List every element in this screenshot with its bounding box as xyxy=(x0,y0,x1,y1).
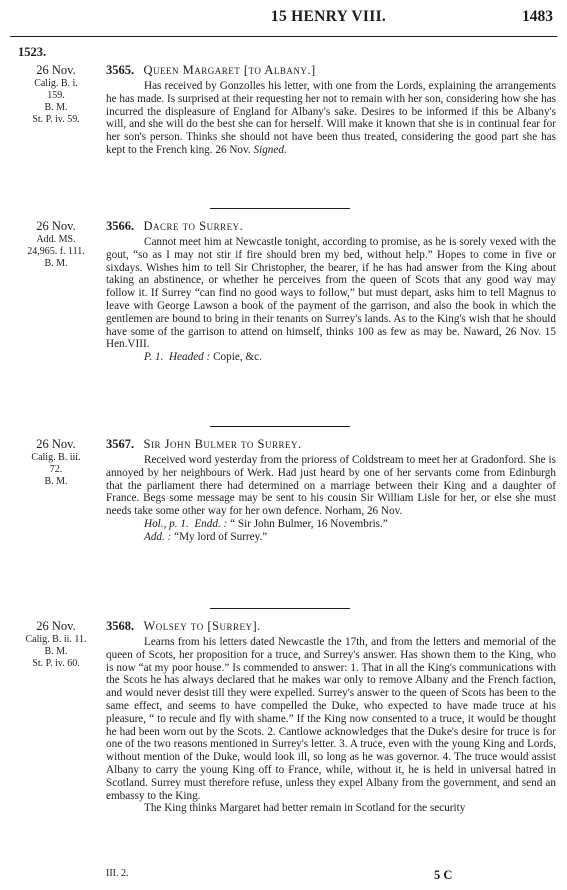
entry-title: Dacre to Surrey. xyxy=(143,219,244,233)
entry-paragraph: Learns from his letters dated Newcastle the 17th, and from the letters and memorial of the queen of Scots, her proposition for a truce, and Surrey's answer. Has shown them to the King, who is now “at my poor house.” Is commended to answer: 1. That in all the King's communications with the Scots he has always declared that he makes war only to remove Albany and the French faction, and would never desist till they were expelled. Surrey's answer to the queen of Scots has been to the same effect, and seems to have compelled the Duke, who expected to have made truce at his pleasure, “ to recule and fly with shame.” If the King now consented to a truce, it would be thought he had been worn out by the Scots. 2. Cantlowe acknowledges that the Duke's desire for truce is for one of the two reasons mentioned in Surrey's letter. 3. A truce, even with the young King and Lords, without mention of the Duke, would look ill, so long as he was governor. 4. The truce would assist Albany to carry the young King off to France, while, without it, he is held in universal hatred in Scotland. Surrey must therefore refuse, unless they expel Albany from the government, and send an embassy to the King. xyxy=(106,636,556,802)
source-ref: 72. xyxy=(49,464,63,475)
signature-mark: III. 2. xyxy=(106,868,129,879)
entry-separator xyxy=(210,208,350,209)
entry-note: Hol., p. 1. Endd. : “ Sir John Bulmer, 16 Novembris.” xyxy=(144,517,388,530)
source-ref: B. M. xyxy=(44,646,68,657)
entry-body xyxy=(106,80,556,157)
source-ref: 24,965. f. 111. xyxy=(27,246,85,257)
entry-paragraph: Has received by Gonzolles his letter, with one from the Lords, explaining the arrangements he has made. Is surprised at their requesting her not to remain with her son, considering how she has incurred the displeasure of England for Albany's sake. Desires to be informed if this be Albany's will, and she will do the best she can for herself. Will make it known that she is in continual fear for her son's person. Thinks she should not have been thus treated, considering the good part she has kept to the French king. 26 Nov. Signed. xyxy=(106,80,556,156)
entry-heading xyxy=(106,618,261,634)
entry-date: 26 Nov. xyxy=(36,63,76,77)
source-ref: St. P. iv. 60. xyxy=(32,658,80,669)
source-ref: B. M. xyxy=(44,476,68,487)
entry-paragraph: Cannot meet him at Newcastle tonight, according to promise, as he is sorely vexed with the gout, “so as I may not stir if fire should bren my bed, without help.” Hopes to come in five or sixdays. Wishes him to tell Sir Christopher, the bearer, if he has had answer from the King about taking an abstinence, or whether he perceives from the queen of Scots that any good way may follow it. If Surrey “can find no good ways to follow,” but must depart, asks him to tell Magnus to leave with George Lawson a book of the payment of the garrison, and also the book in which the gentlemen are bound to bring in their tenants on Surrey's lands. As to the King's wish that he should have some of the garrison to attend on himself, thinks 100 as few as may be. Naward, 26 Nov. 15 Hen.VIII. xyxy=(106,236,556,351)
source-ref: Calig. B. ii. 11. xyxy=(25,634,87,645)
entry-number: 3565. xyxy=(106,63,135,77)
entry-title: Wolsey to [Surrey]. xyxy=(143,619,261,633)
entry-body xyxy=(106,236,556,364)
source-ref: Calig. B. iii. xyxy=(31,452,81,463)
entry-paragraph: Received word yesterday from the prioress of Coldstream to meet her at Gradonford. She is annoyed by her neighbours of Werk. Had just heard by one of her servants come from Edinburgh that the parliament there had determined on a marriage between their King and a daughter of France. Begs some message may be sent to his cousin Sir William Lisle for her, or else she must needs take some other way for her own defence. Norham, 26 Nov. xyxy=(106,454,556,518)
entry-number: 3568. xyxy=(106,619,135,633)
source-ref: Add. MS. xyxy=(36,234,76,245)
signed-label: Signed. xyxy=(253,143,287,156)
entry-date: 26 Nov. xyxy=(36,219,76,233)
running-title: 15 HENRY VIII. xyxy=(270,8,387,25)
page-number: 1483 xyxy=(522,8,553,25)
entry-body xyxy=(106,454,556,544)
header-rule xyxy=(10,36,557,37)
entry-heading xyxy=(106,62,316,78)
source-ref: Calig. B. i. xyxy=(34,78,78,89)
entry-separator xyxy=(210,608,350,609)
source-ref: B. M. xyxy=(44,258,68,269)
entry-separator xyxy=(210,426,350,427)
page-footer xyxy=(0,868,567,884)
entry-heading xyxy=(106,436,302,452)
source-ref: St. P. iv. 59. xyxy=(32,114,80,125)
entry-number: 3567. xyxy=(106,437,135,451)
source-ref: 159. xyxy=(47,90,65,101)
entry-title: Queen Margaret [to Albany.] xyxy=(143,63,316,77)
entry-title: Sir John Bulmer to Surrey. xyxy=(143,437,302,451)
entry-note: P. 1. Headed : Copie, &c. xyxy=(144,351,262,364)
source-ref: B. M. xyxy=(44,102,68,113)
running-header xyxy=(0,8,567,30)
margin-reference xyxy=(10,218,102,270)
entry-number: 3566. xyxy=(106,219,135,233)
entry-paragraph: The King thinks Margaret had better remain in Scotland for the security xyxy=(144,802,466,815)
entry-heading xyxy=(106,218,243,234)
year-label: 1523. xyxy=(18,45,47,59)
entry-date: 26 Nov. xyxy=(36,619,76,633)
entry-note: Add. : “My lord of Surrey.” xyxy=(144,530,268,543)
margin-reference xyxy=(10,62,102,126)
margin-reference xyxy=(10,618,102,670)
entry-date: 26 Nov. xyxy=(36,437,76,451)
margin-reference xyxy=(10,436,102,488)
sheet-mark: 5 C xyxy=(434,868,453,882)
entry-body xyxy=(106,636,556,815)
